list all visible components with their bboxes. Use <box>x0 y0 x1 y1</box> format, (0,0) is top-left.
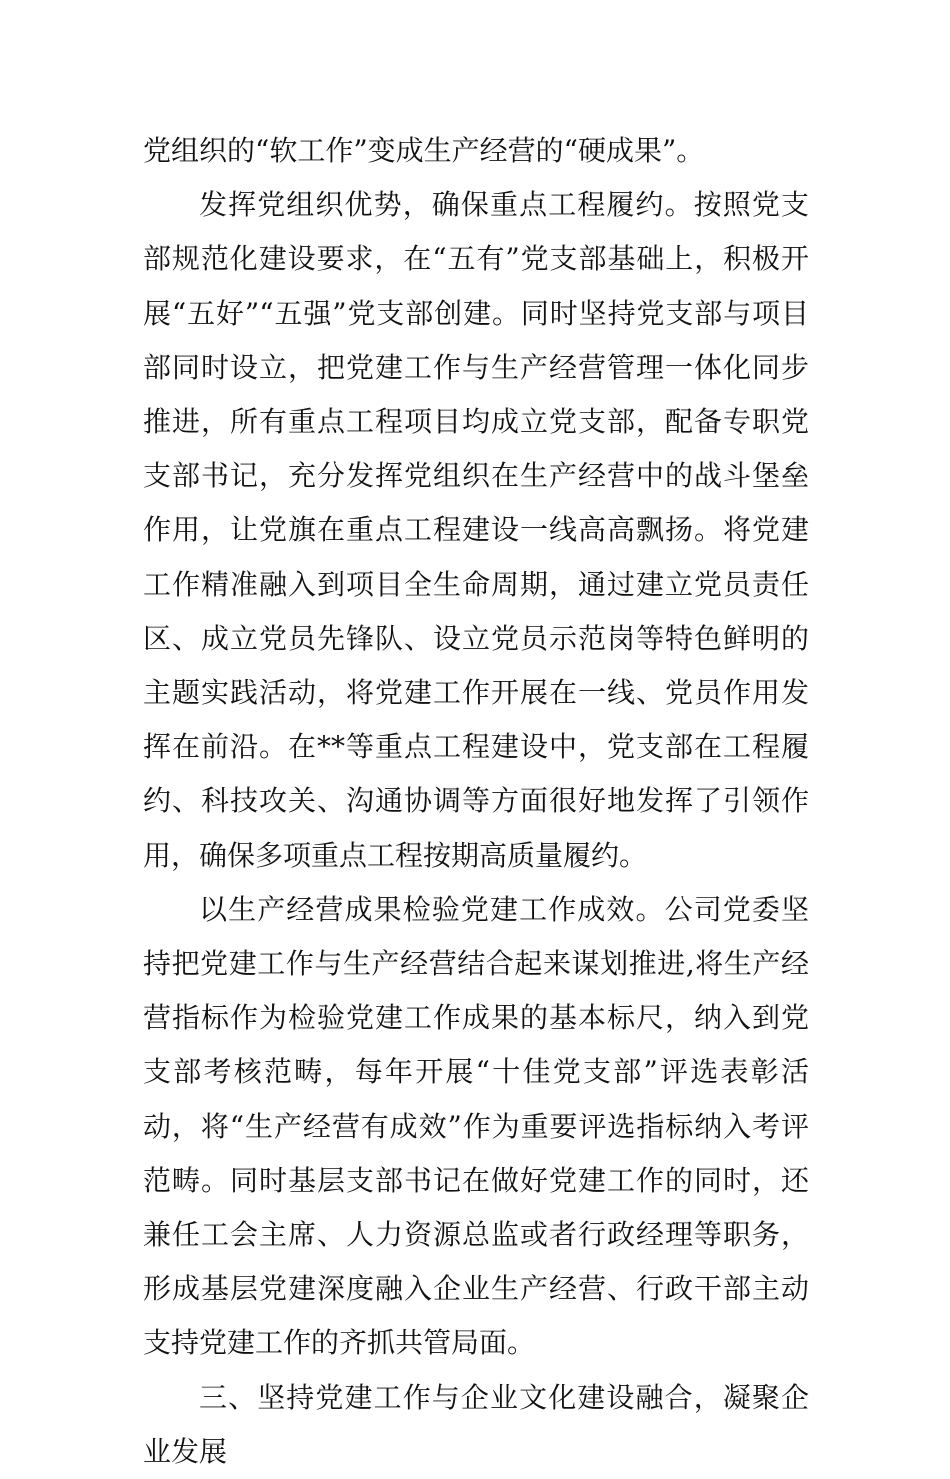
paragraph-production-results: 以生产经营成果检验党建工作成效。公司党委坚持把党建工作与生产经营结合起来谋划推进,将生产经营指标作为检验党建工作成果的基本标尺，纳入到党支部考核范畴，每年开展“十佳党支部”评选表彰活动，将“生产经营有成效”作为重要评选指标纳入考评范畴。同时基层支部书记在做好党建工作的同时，还兼任工会主席、人力资源总监或者行政经理等职务，形成基层党建深度融入企业生产经营、行政干部主动支持党建工作的齐抓共管局面。 <box>143 892 809 1360</box>
document-body <box>143 124 809 1479</box>
paragraph-continuation: 党组织的“软工作”变成生产经营的“硬成果”。 <box>143 134 705 167</box>
paragraph-project-performance: 发挥党组织优势，确保重点工程履约。按照党支部规范化建设要求，在“五有”党支部基础上，积极开展“五好”“五强”党支部创建。同时坚持党支部与项目部同时设立，把党建工作与生产经营管理一体化同步推进，所有重点工程项目均成立党支部，配备专职党支部书记，充分发挥党组织在生产经营中的战斗堡垒作用，让党旗在重点工程建设一线高高飘扬。将党建工作精准融入到项目全生命周期，通过建立党员责任区、成立党员先锋队、设立党员示范岗等特色鲜明的主题实践活动，将党建工作开展在一线、党员作用发挥在前沿。在**等重点工程建设中，党支部在工程履约、科技攻关、沟通协调等方面很好地发挥了引领作用，确保多项重点工程按期高质量履约。 <box>143 188 809 872</box>
section-heading-culture-integration: 三、坚持党建工作与企业文化建设融合，凝聚企业发展 <box>143 1380 809 1468</box>
